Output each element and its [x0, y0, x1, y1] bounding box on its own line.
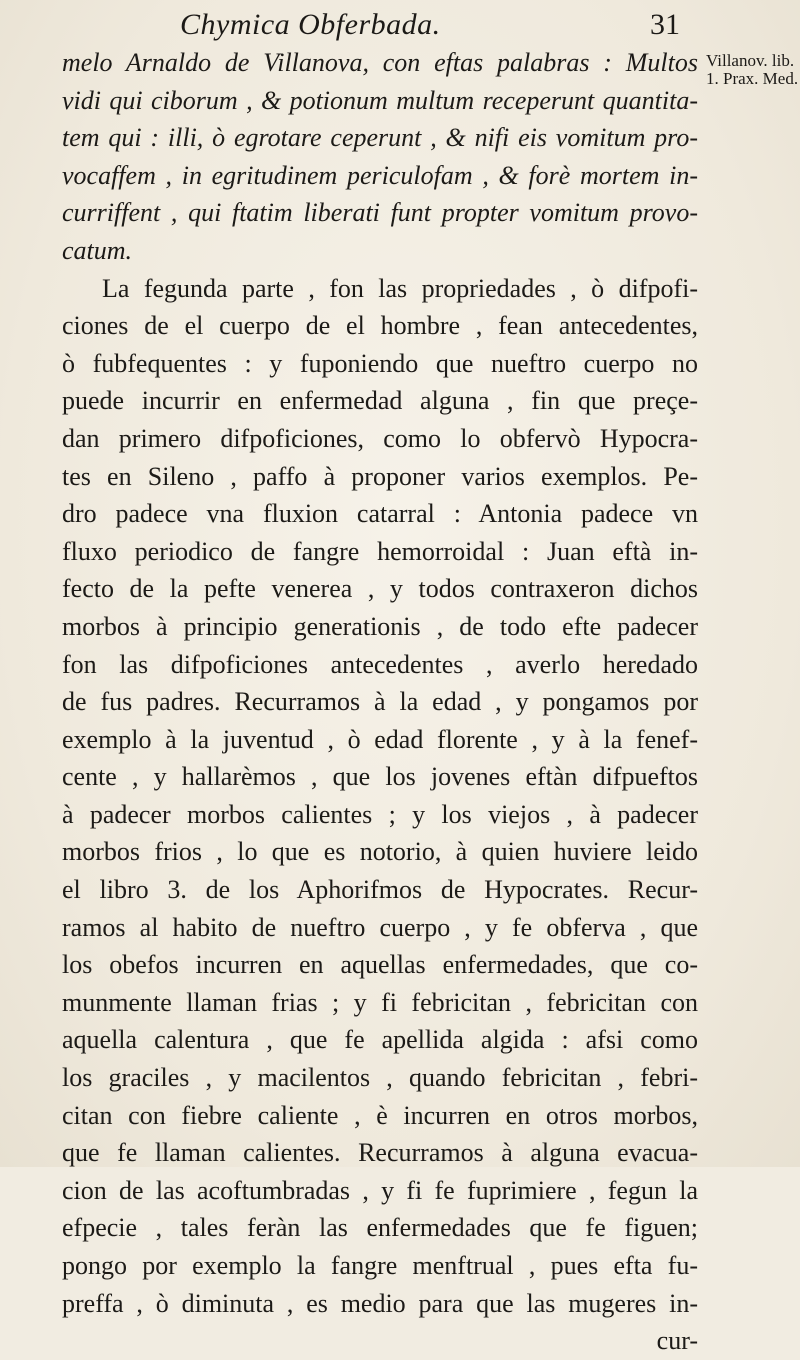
text-line: los graciles , y macilentos , quando febricitan , febri- — [62, 1063, 698, 1093]
marginal-note-line: Villanov. lib. — [706, 51, 795, 70]
text-line: los obefos incurren en aquellas enfermedades, que co- — [62, 950, 698, 980]
text-line: morbos frios , lo que es notorio, à quien huviere leido — [62, 837, 698, 867]
text-line: tes en Sileno , paffo à proponer varios exemplos. Pe- — [62, 461, 698, 491]
paragraph-start-line: La fegunda parte , fon las propriedades , ò difpofi- — [102, 273, 698, 303]
text-line: dan primero difpoficiones, como lo obfervò Hypocra- — [62, 423, 698, 453]
text-line: vocaffem , in egritudinem periculofam , & forè mortem in- — [62, 160, 698, 190]
text-line: vidi qui ciborum , & potionum multum receperunt quantita- — [62, 85, 698, 115]
text-line: catum. — [62, 235, 133, 265]
text-line: morbos à principio generationis , de todo efte padecer — [62, 611, 698, 641]
text-line: exemplo à la juventud , ò edad florente , y à la fenef- — [62, 724, 698, 754]
catchword: cur- — [656, 1326, 698, 1356]
text-line: ò fubfequentes : y fuponiendo que nueftro cuerpo no — [62, 348, 698, 378]
text-line: à padecer morbos calientes ; y los viejos , à padecer — [62, 799, 698, 829]
text-line: aquella calentura , que fe apellida algida : afsi como — [62, 1025, 698, 1055]
body-text — [62, 44, 698, 1360]
text-line: efpecie , tales feràn las enfermedades que fe figuen; — [62, 1213, 698, 1243]
marginal-note-line: 1. Prax. Med. — [706, 69, 799, 88]
text-line: curriffent , qui ftatim liberati funt propter vomitum provo- — [62, 198, 698, 228]
text-line: puede incurrir en enfermedad alguna , fin que preçe- — [62, 386, 698, 416]
text-line: citan con fiebre caliente , è incurren en otros morbos, — [62, 1100, 698, 1130]
text-line: preffa , ò diminuta , es medio para que las mugeres in- — [62, 1288, 698, 1318]
text-line: ramos al habito de nueftro cuerpo , y fe obferva , que — [62, 912, 698, 942]
running-head — [0, 8, 800, 48]
text-line: de fus padres. Recurramos à la edad , y pongamos por — [62, 687, 698, 717]
text-line: fluxo periodico de fangre hemorroidal : Juan eftà in- — [62, 536, 698, 566]
marginal-note — [706, 52, 798, 88]
text-line: dro padece vna fluxion catarral : Antonia padece vn — [62, 499, 698, 529]
text-line: fecto de la pefte venerea , y todos contraxeron dichos — [62, 574, 698, 604]
text-line: ciones de el cuerpo de el hombre , fean antecedentes, — [62, 311, 698, 341]
text-line: pongo por exemplo la fangre menftrual , pues efta fu- — [62, 1251, 698, 1280]
text-line: fon las difpoficiones antecedentes , averlo heredado — [62, 649, 698, 679]
text-line: cente , y hallarèmos , que los jovenes eftàn difpueftos — [62, 762, 698, 792]
page-number: 31 — [650, 8, 680, 41]
text-line: melo Arnaldo de Villanova, con eftas palabras : Multos — [62, 48, 698, 77]
text-line: el libro 3. de los Aphorifmos de Hypocrates. Recur- — [62, 875, 698, 905]
text-line: munmente llaman frias ; y fi febricitan , febricitan con — [62, 987, 698, 1017]
text-line: que fe llaman calientes. Recurramos à alguna evacua- — [62, 1138, 698, 1168]
running-title: Chymica Obferbada. — [180, 8, 441, 41]
text-line: cion de las acoftumbradas , y fi fe fuprimiere , fegun la — [62, 1175, 698, 1205]
text-line: tem qui : illi, ò egrotare ceperunt , & nifi eis vomitum pro- — [62, 123, 698, 153]
